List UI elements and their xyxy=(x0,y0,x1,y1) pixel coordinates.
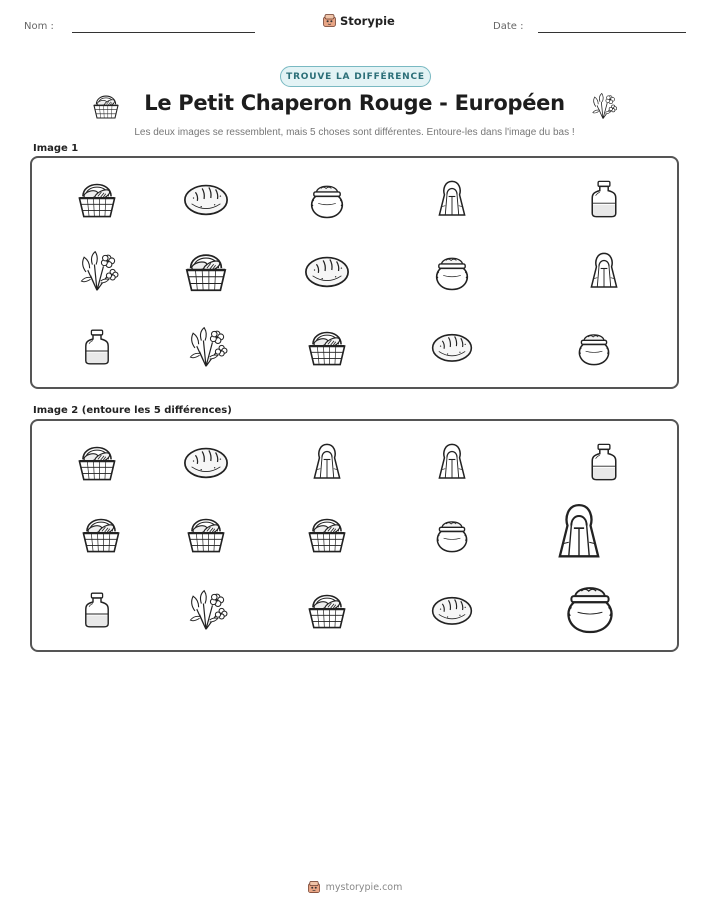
basket-icon xyxy=(182,247,230,295)
pot-icon xyxy=(559,575,621,637)
bottle-icon xyxy=(583,178,625,220)
date-label: Date : xyxy=(493,21,524,32)
basket-icon xyxy=(79,512,123,556)
basket-icon xyxy=(305,588,349,632)
bread-icon xyxy=(182,438,230,486)
footer-url[interactable]: mystorypie.com xyxy=(325,881,403,893)
page-title: Le Petit Chaperon Rouge - Européen xyxy=(144,91,565,115)
bread-icon xyxy=(303,247,351,295)
cape-icon xyxy=(583,250,625,292)
basket-icon xyxy=(305,512,349,556)
flowers-icon xyxy=(183,324,229,370)
image2-panel[interactable] xyxy=(30,419,679,652)
bottle-icon xyxy=(77,590,117,630)
flowers-icon xyxy=(74,248,120,294)
activity-badge: TROUVE LA DIFFÉRENCE xyxy=(280,66,431,87)
basket-icon xyxy=(75,440,119,484)
cape-icon xyxy=(547,500,611,564)
bottle-icon xyxy=(583,441,625,483)
image1-label: Image 1 xyxy=(33,143,79,154)
flowers-icon xyxy=(183,587,229,633)
cape-icon xyxy=(431,178,473,220)
bread-icon xyxy=(430,588,474,632)
basket-icon xyxy=(75,177,119,221)
storypie-logo-icon xyxy=(322,13,337,28)
storypie-logo-icon xyxy=(307,880,321,894)
instructions: Les deux images se ressemblent, mais 5 choses sont différentes. Entoure-les dans l'image du bas ! xyxy=(134,127,575,138)
name-label: Nom : xyxy=(24,21,54,32)
name-field[interactable] xyxy=(72,32,255,33)
bread-icon xyxy=(430,325,474,369)
pot-icon xyxy=(430,249,474,293)
cape-icon xyxy=(306,441,348,483)
image2-label: Image 2 (entoure les 5 différences) xyxy=(33,405,232,416)
bread-icon xyxy=(182,175,230,223)
basket-icon xyxy=(184,512,228,556)
image1-panel xyxy=(30,156,679,389)
date-field[interactable] xyxy=(538,32,686,33)
brand-logo xyxy=(322,13,395,28)
pot-icon xyxy=(431,513,473,555)
cape-icon xyxy=(431,441,473,483)
brand-name: Storypie xyxy=(340,13,395,28)
pot-icon xyxy=(573,326,615,368)
footer xyxy=(0,880,709,894)
bottle-icon xyxy=(77,327,117,367)
pot-icon xyxy=(305,177,349,221)
flowers-icon xyxy=(588,91,618,121)
basket-icon xyxy=(305,325,349,369)
